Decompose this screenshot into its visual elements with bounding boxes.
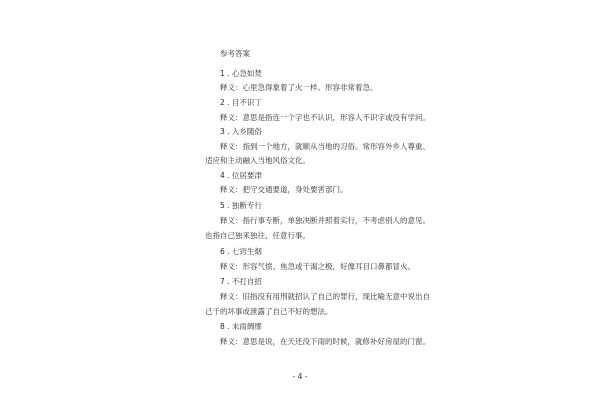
idiom-definition-5-cont: 也指自己独来独往，任意行事。 [205, 231, 310, 240]
idiom-title-2: 2 . 目不识丁 [220, 98, 262, 107]
idiom-title-5: 5 . 独断专行 [220, 201, 262, 210]
idiom-definition-7: 释义：旧指没有用刑就招认了自己的罪行，现比喻无意中说出自 [220, 292, 430, 301]
idiom-definition-3: 释义：指到一个地方，就顺从当地的习俗。常形容外乡人尊重、 [220, 142, 430, 151]
idiom-title-6: 6 . 七窍生烟 [220, 247, 262, 256]
idiom-title-3: 3 . 入乡随俗 [220, 127, 262, 136]
page-number: - 4 - [292, 372, 308, 381]
idiom-definition-5: 释义：指行事专断，单独决断并照着实行，不考虑别人的意见。 [220, 216, 430, 225]
idiom-definition-1: 释义：心里急得象着了火一样。形容非常着急。 [220, 83, 378, 92]
idiom-definition-4: 释义：把守交通要道，身处要害部门。 [220, 185, 348, 194]
idiom-title-1: 1 . 心急如焚 [220, 69, 262, 78]
idiom-title-8: 8 . 未雨绸缪 [220, 322, 262, 331]
idiom-definition-2: 释义：意思是指连一个字也不认识，形容人不识字或没有学问。 [220, 113, 430, 122]
idiom-definition-3-cont: 适应和主动融入当地风俗文化。 [205, 156, 310, 165]
idiom-title-4: 4 . 位居要津 [220, 171, 262, 180]
idiom-definition-8: 释义：意思是说，在天还没下雨的时候，就修补好房屋的门窗。 [220, 337, 430, 346]
page-heading: 参考答案 [220, 49, 250, 58]
idiom-definition-6: 释义：形容气愤、焦急或干渴之极，好像耳目口鼻都冒火。 [220, 262, 415, 271]
idiom-definition-7-cont: 己干的坏事或泄露了自己不好的想法。 [205, 307, 333, 316]
idiom-title-7: 7 . 不打自招 [220, 277, 262, 286]
